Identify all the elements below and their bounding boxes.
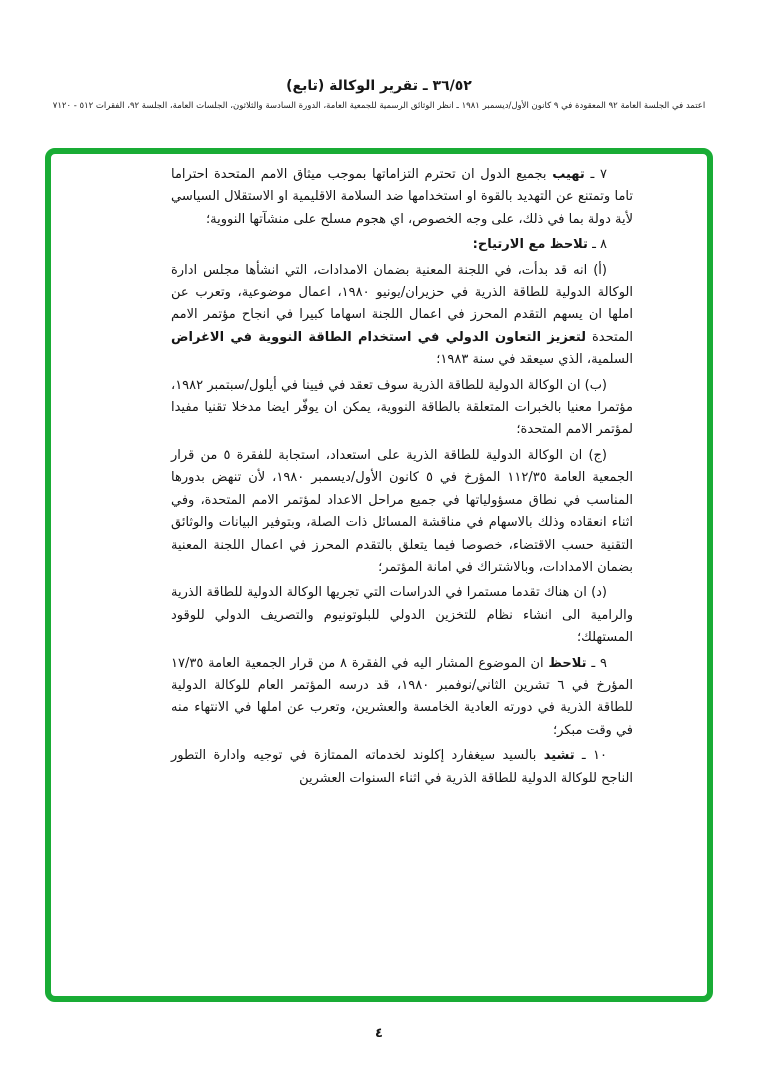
page-number: ٤ bbox=[375, 1026, 383, 1041]
bold-text-run: تشيد bbox=[543, 748, 575, 764]
bold-text-run: تلاحظ bbox=[548, 655, 587, 671]
resolution-border bbox=[45, 148, 713, 1002]
resolution-number-heading: ٣٦/٥٢ ـ تقرير الوكالة (تابع) bbox=[286, 78, 472, 94]
bold-text-run: لتعزيز التعاون الدولي في استخدام الطاقة النووية في الاغراض bbox=[171, 329, 587, 345]
text-run: بجميع الدول ان تحترم التزاماتها بموجب ميثاق الامم المتحدة احتراما تاما وتمتنع عن التهديد بالقوة او استخدامها ضد السلامة الاقليمية او الاستقلال السياسي لأية دولة بما في ذلك، على وجه الخصوص، اي هجوم مسلح على منشآتها النووية؛ bbox=[171, 167, 633, 227]
subparagraph-8b bbox=[171, 375, 633, 442]
operative-paragraph-9 bbox=[171, 653, 633, 743]
resolution-text bbox=[171, 164, 633, 790]
subparagraph-8c bbox=[171, 445, 633, 579]
text-run: ان الموضوع المشار اليه في الفقرة ٨ من قرار الجمعية العامة ١٧/٣٥ المؤرخ في ٦ تشرين الثاني/نوفمبر ١٩٨٠، قد درسه المؤتمر العام للوكالة الدولية للطاقة الذرية في دورته العادية الخامسة والعشرين، وتعرب عن املها في الانتهاء منه في وقت مبكر؛ bbox=[171, 655, 633, 738]
text-run: (أ) انه قد بدأت، في اللجنة المعنية بضمان الامدادات، التي انشأها مجلس ادارة الوكالة الدولية للطاقة الذرية في حزيران/يونيو ١٩٨٠، اعمال موضوعية، وتعرب عن املها ان يسهم التقدم المحرز في اعمال اللجنة اسهاما كبيرا في انجاح مؤتمر الامم المتحدة bbox=[171, 262, 633, 345]
page-footer bbox=[0, 1026, 758, 1041]
text-run: بالسيد سيغفارد إكلوند لخدماته الممتازة في توجيه وادارة التطور الناجح للوكالة الدولية للطاقة الذرية في اثناء السنوات العشرين bbox=[171, 748, 633, 786]
page-header bbox=[0, 78, 758, 111]
text-run: (د) ان هناك تقدما مستمرا في الدراسات التي تجريها الوكالة الدولية للطاقة الذرية والرامية الى انشاء نظام للتخزين الدولي للبلوتونيوم والتصريف الدولي للوقود المستهلك؛ bbox=[171, 585, 633, 646]
subparagraph-8a bbox=[171, 260, 633, 372]
text-run: ٨ ـ bbox=[587, 237, 607, 253]
operative-paragraph-10 bbox=[171, 745, 633, 790]
operative-paragraph-8 bbox=[171, 234, 633, 256]
text-run: السلمية، الذي سيعقد في سنة ١٩٨٣؛ bbox=[436, 352, 633, 368]
text-run: (ج) ان الوكالة الدولية للطاقة الذرية على استعداد، استجابة للفقرة ٥ من قرار الجمعية العامة ١١٢/٣٥ المؤرخ في ٥ كانون الأول/ديسمبر ١٩٨٠، لأن تنهض بدورها المناسب في نطاق مسؤولياتها في جميع مراحل الاعداد لمؤتمر الامم المتحدة، وفي اثناء انعقاده وذلك بالاسهام في مناقشة المسائل ذات الصلة، وبتوفير البيانات والوثائق التقنية حسب الاقتضاء، خصوصا فيما يتعلق بالتقدم المحرز في اعمال اللجنة المعنية بضمان الامدادات، وبالاشتراك في امانة المؤتمر؛ bbox=[171, 447, 634, 575]
bold-text-run: تهيب bbox=[552, 167, 585, 182]
text-run: ٧ ـ bbox=[584, 167, 607, 182]
text-run: ١٠ ـ bbox=[574, 748, 608, 764]
bold-text-run: تلاحظ مع الارتياح: bbox=[472, 237, 588, 253]
adoption-reference-line: اعتمد في الجلسة العامة ٩٢ المعقودة في ٩ كانون الأول/ديسمبر ١٩٨١ ـ انظر الوثائق الرسمية للجمعية العامة، الدورة السادسة والثلاثون، الجلسات العامة، الجلسة ٩٢، الفقرات ٥١٢ - ٧١٢٠ bbox=[52, 101, 706, 111]
operative-paragraph-7 bbox=[171, 164, 633, 231]
subparagraph-8d bbox=[171, 582, 633, 649]
text-run: (ب) ان الوكالة الدولية للطاقة الذرية سوف تعقد في فيينا في أيلول/سبتمبر ١٩٨٢، مؤتمرا معنيا بالخبرات المتعلقة بالطاقة النووية، يمكن ان يوفّر ايضا مدخلا تقنيا مفيدا لمؤتمر الامم المتحدة؛ bbox=[171, 377, 633, 438]
text-run: ٩ ـ bbox=[586, 655, 607, 671]
